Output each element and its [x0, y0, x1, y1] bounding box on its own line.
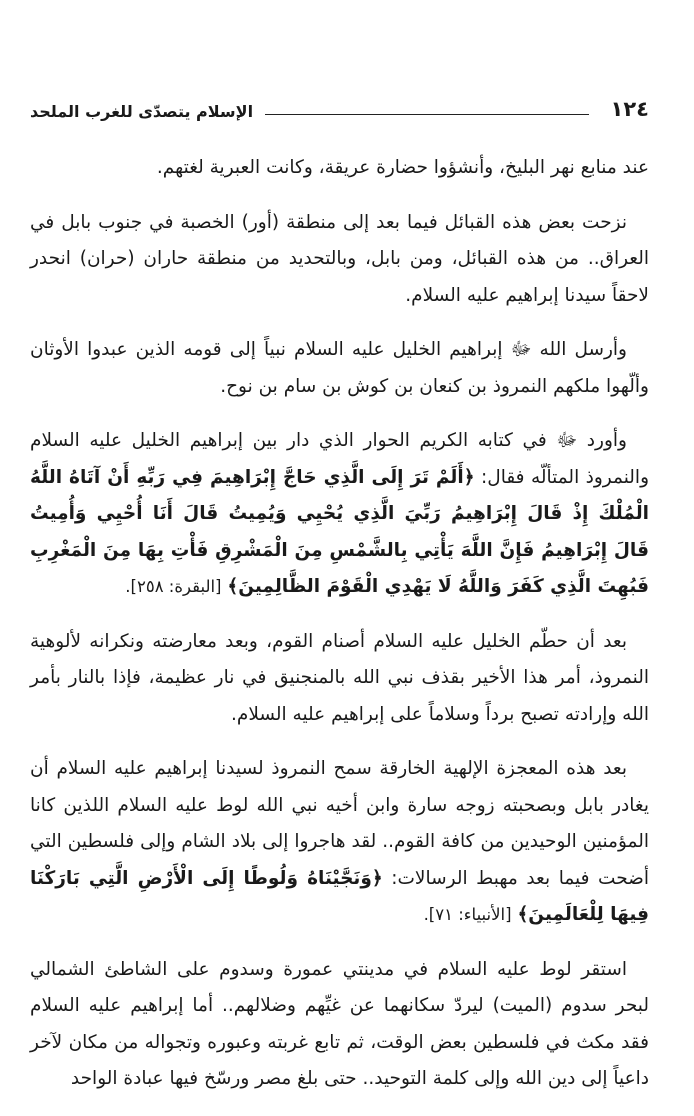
paragraph-7: استقر لوط عليه السلام في مدينتي عمورة وسدوم على الشاطئ الشمالي لبحر سدوم (الميت) ليردّ سكانهما عن غيِّهم وضلالهم.. أما إبراهيم عليه السلام فقد مكث في فلسطين بعض الوقت، ثم تابع غربته وعبوره وتجواله من مكان لآخر داعياً إلى دين الله وإلى كلمة التوحيد.. حتى بلغ مصر ورسّخ فيها عبادة الواحد — [30, 958, 649, 1089]
book-title: الإسلام يتصدّى للغرب الملحد — [30, 102, 254, 121]
quran-verse-baqarah: ﴿أَلَمْ تَرَ إِلَى الَّذِي حَاجَّ إِبْرَاهِيمَ فِي رَبِّهِ أَنْ آتَاهُ اللَّهُ الْمُلْكَ إِذْ قَالَ إِبْرَاهِيمُ رَبِّيَ الَّذِي يُحْيِي وَيُمِيتُ قَالَ أَنَا أُحْيِي وَأُمِيتُ قَالَ إِبْرَاهِيمُ فَإِنَّ اللَّهَ يَأْتِي بِالشَّمْسِ مِنَ الْمَشْرِقِ فَأْتِ بِهَا مِنَ الْمَغْرِبِ فَبُهِتَ الَّذِي كَفَرَ وَاللَّهُ لَا يَهْدِي الْقَوْمَ الظَّالِمِينَ﴾ — [30, 466, 649, 597]
paragraph-5: بعد أن حطّم الخليل عليه السلام أصنام القوم، وبعد معارضته ونكرانه لألوهية النمروذ، أمر هذا الأخير بقذف نبي الله بالمنجنيق في نار عظيمة، فإذا بالنار بأمر الله وإرادته تصبح برداً وسلاماً على إبراهيم عليه السلام. — [30, 630, 649, 725]
paragraph-1: عند منابع نهر البليخ، وأنشؤوا حضارة عريقة، وكانت العبرية لغتهم. — [156, 157, 649, 178]
paragraph-4 — [30, 423, 649, 606]
paragraph-2: نزحت بعض هذه القبائل فيما بعد إلى منطقة (أور) الخصبة في جنوب بابل في العراق.. من هذه القبائل، ومن بابل، وبالتحديد من منطقة حاران (حران) انحدر لاحقاً سيدنا إبراهيم عليه السلام. — [30, 211, 649, 306]
verse-reference-anbiya: [الأنبياء: ٧١]. — [423, 905, 512, 924]
page-number: ١٢٤ — [610, 97, 649, 121]
quran-verse-anbiya: ﴿وَنَجَّيْنَاهُ وَلُوطًا إِلَى الْأَرْضِ الَّتِي بَارَكْنَا فِيهَا لِلْعَالَمِينَ﴾ — [30, 867, 649, 925]
paragraph-6 — [30, 751, 649, 934]
page-header — [30, 86, 649, 120]
header-rule — [265, 114, 588, 115]
paragraph-3: وأرسل الله ﷻ إبراهيم الخليل عليه السلام نبياً إلى قومه الذين عبدوا الأوثان وألّهوا ملكهم النمروذ بن كنعان بن كوش بن سام بن نوح. — [30, 339, 649, 397]
body-text — [30, 150, 649, 1116]
paragraph-6-intro: بعد هذه المعجزة الإلهية الخارقة سمح النمروذ لسيدنا إبراهيم عليه السلام أن يغادر بابل وبصحبته زوجه سارة وابن أخيه نبي الله لوط عليه السلام اللذين كانا المؤمنين الوحيدين من كافة القوم.. لقد هاجروا إلى بلاد الشام وإلى فلسطين التي أضحت فيما بعد مهبط الرسالات: — [30, 758, 649, 889]
paragraph-4-intro: وأورد ﷻ في كتابه الكريم الحوار الذي دار بين إبراهيم الخليل عليه السلام والنمروذ المتألّه فقال: — [30, 430, 650, 488]
verse-reference-baqarah: [البقرة: ٢٥٨]. — [125, 577, 222, 596]
